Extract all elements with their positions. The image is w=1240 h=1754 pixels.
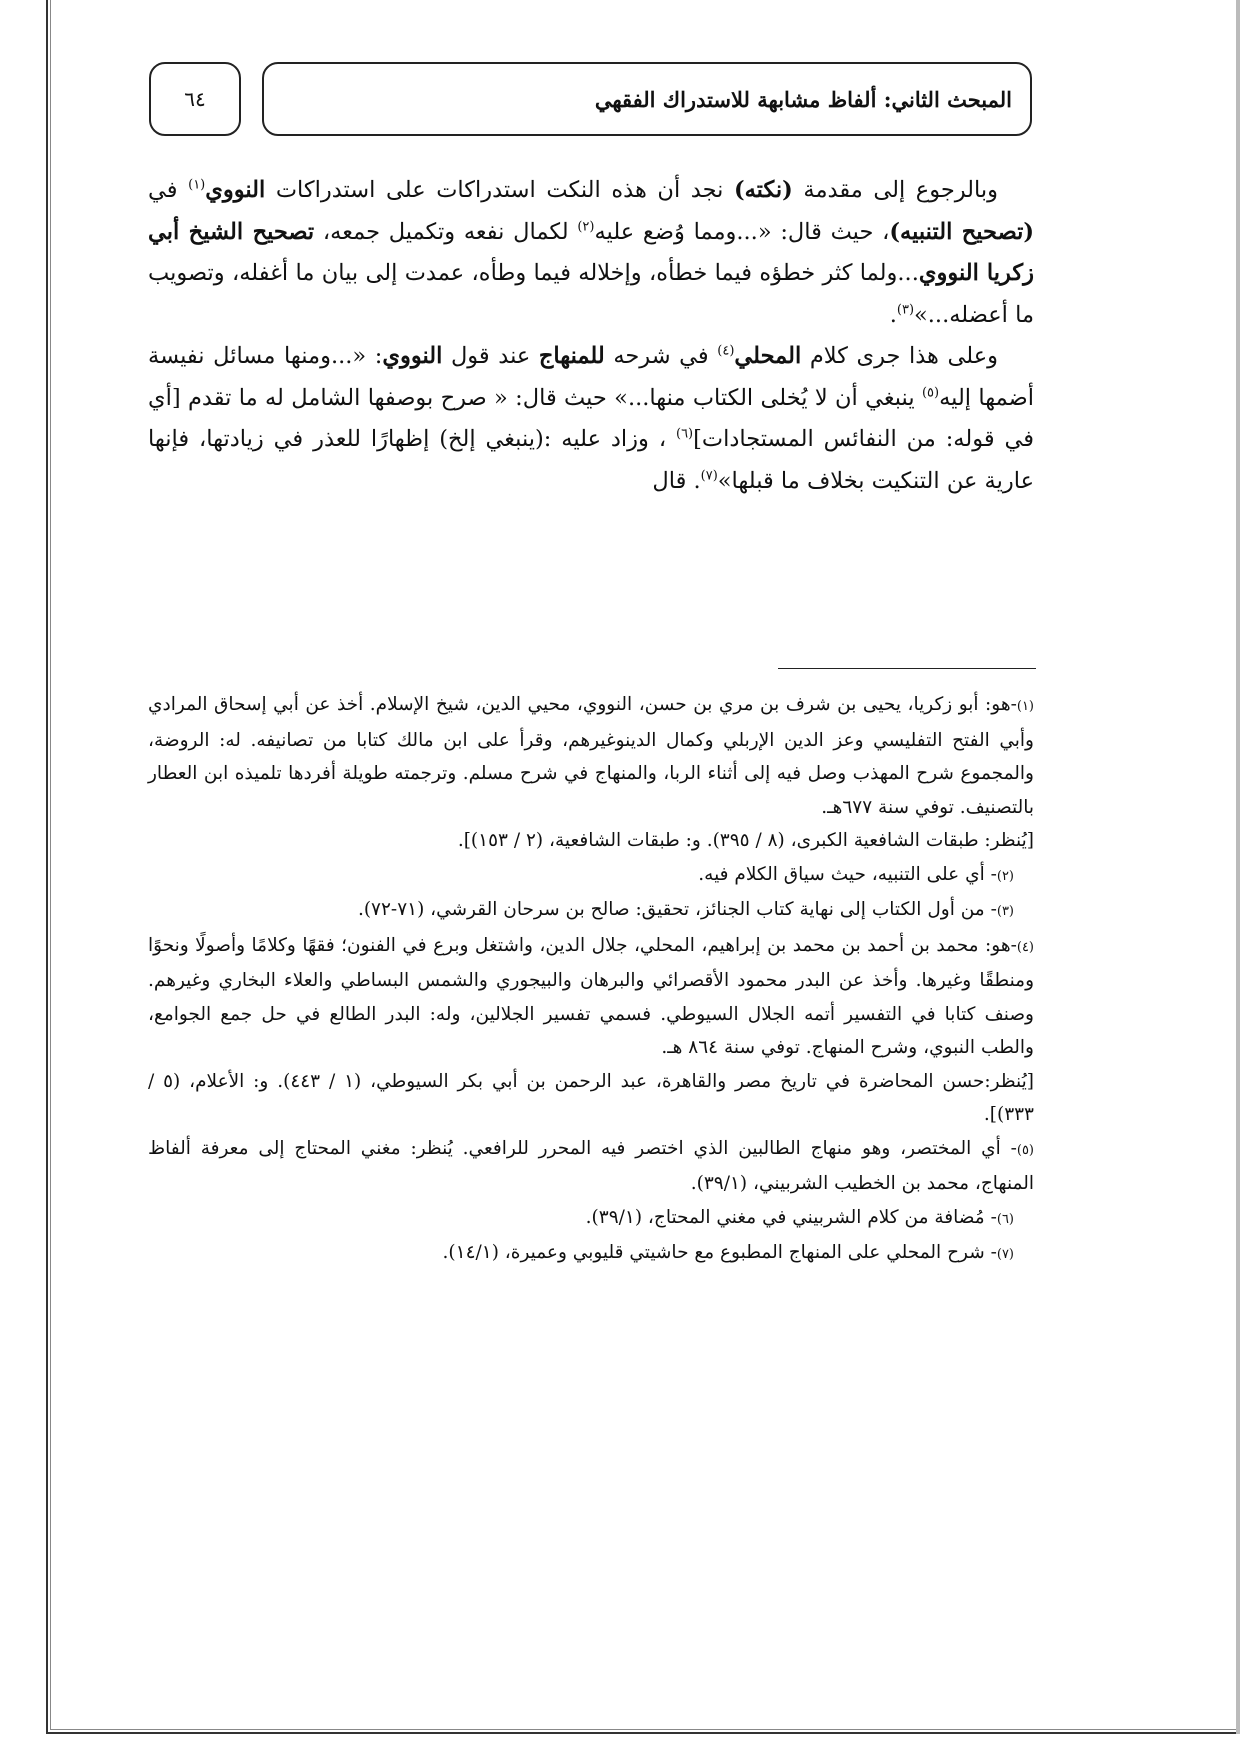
footnote-separator [778, 668, 1036, 669]
bold-term: تصحيح الشيخ أبي زكريا النووي [148, 218, 1034, 286]
footnote-1 [148, 688, 1034, 824]
text-run: ، حيث قال: «...ومما وُضع عليه [594, 218, 890, 245]
footnote-ref[interactable]: (٦) [675, 426, 694, 442]
footnote-mark: (٣) [996, 904, 1014, 919]
bold-term: (نكته) [733, 177, 793, 203]
footnote-ref[interactable]: (٢) [577, 219, 595, 234]
footnote-mark: (٤) [1016, 939, 1034, 955]
footnote-mark: (١) [1016, 699, 1034, 714]
footnote-ref[interactable]: (٧) [700, 468, 718, 483]
footnote-2 [148, 858, 1034, 894]
text-run: ...ولما كثر خطؤه فيما خطأه، وإخلاله فيما وطأه، عمدت إلى بيان ما أغفله، وتصويب ما أعضله...» [148, 260, 1034, 328]
text-run: في شرحه [604, 343, 718, 369]
page-number: ٦٤ [184, 87, 206, 111]
footnote-ref[interactable]: (١) [188, 177, 206, 193]
text-run: لكمال نفعه وتكميل جمعه، [314, 218, 578, 245]
footnote-text: - أي على التنبيه، حيث سياق الكلام فيه. [698, 863, 997, 885]
footnote-6 [148, 1201, 1034, 1237]
paragraph-2 [148, 336, 1034, 502]
text-run: عند قول [442, 343, 539, 369]
footnote-source: [يُنظر:حسن المحاضرة في تاريخ مصر والقاهرة، عبد الرحمن بن أبي بكر السيوطي، (١ / ٤٤٣). و: الأعلام، (٥ / ٣٣٣)]. [148, 1070, 1034, 1125]
section-title-box [262, 62, 1032, 136]
section-title: المبحث الثاني: ألفاظ مشابهة للاستدراك الفقهي [594, 86, 1012, 112]
footnote-1-source [148, 824, 1034, 858]
footnote-ref[interactable]: (٥) [921, 385, 940, 400]
page-edge-shadow [1236, 0, 1240, 1734]
bold-term: (تصحيح التنبيه) [889, 218, 1034, 245]
main-body-text [148, 170, 1034, 502]
footnote-text: - من أول الكتاب إلى نهاية كتاب الجنائز، تحقيق: صالح بن سرحان القرشي، (٧١-٧٢). [357, 899, 997, 920]
footnote-source: [يُنظر: طبقات الشافعية الكبرى، (٨ / ٣٩٥). و: طبقات الشافعية، (٢ / ١٥٣)]. [457, 830, 1034, 851]
bold-term: للمنهاج [538, 343, 605, 369]
page-number-box [149, 62, 241, 136]
footnote-ref[interactable]: (٣) [896, 302, 915, 317]
bold-term: المحلي [734, 343, 802, 369]
footnote-text: - شرح المحلي على المنهاج المطبوع مع حاشيتي قليوبي وعميرة، (١٤/١). [442, 1242, 997, 1263]
text-run: ينبغي أن لا يُخلى الكتاب منها...» حيث قال: « صرح بوصفها الشامل له ما تقدم [أي في قوله: من النفائس المستجادات] [148, 384, 1034, 452]
text-run: : «...ومنها مسائل نفيسة أضمها إليه [148, 343, 1034, 411]
footnote-ref[interactable]: (٤) [717, 343, 735, 359]
footnote-text: - مُضافة من كلام الشربيني في مغني المحتاج، (٣٩/١). [585, 1206, 997, 1228]
text-run: نجد أن هذه النكت استدراكات على استدراكات [265, 177, 734, 203]
text-run: في [148, 177, 189, 203]
footnotes [148, 688, 1034, 1272]
footnote-mark: (٥) [1016, 1142, 1034, 1158]
footnote-4 [148, 929, 1034, 1065]
text-run: ، وزاد عليه :(ينبغي إلخ) إظهارًا للعذر في زيادتها، فإنها عارية عن التنكيت بخلاف ما قبلها» [148, 426, 1034, 494]
footnote-mark: (٦) [996, 1211, 1014, 1227]
text-run: وعلى هذا جرى كلام [801, 343, 999, 369]
text-run: وبالرجوع إلى مقدمة [792, 177, 999, 203]
bold-term: النووي [205, 177, 266, 203]
text-run: . [889, 301, 897, 328]
paragraph-1 [148, 170, 1034, 336]
footnote-text: -هو: محمد بن أحمد بن محمد بن إبراهيم، المحلي، جلال الدين، واشتغل وبرع في الفنون؛ فقهًا وكلامًا وأصولًا ونحوًا ومنطقًا وغيرها. وأخذ عن البدر محمود الأقصرائي والبرهان والبيجوري والشمس البساطي والعلاء البخاري وغيرهم. وصنف كتابا في التفسير أتمه الجلال السيوطي. فسمي تفسير الجلالين، وله: البدر الطالع في حل جمع الجوامع، والطب النبوي، وشرح المنهاج. توفي سنة ٨٦٤ هـ. [148, 934, 1034, 1058]
footnote-7 [148, 1236, 1034, 1272]
footnote-text: - أي المختصر، وهو منهاج الطالبين الذي اختصر فيه المحرر للرافعي. يُنظر: مغني المحتاج إلى معرفة ألفاظ المنهاج، محمد بن الخطيب الشربيني، (٣٩/١). [148, 1137, 1034, 1194]
footnote-mark: (٢) [996, 868, 1014, 884]
text-run: . قال [652, 467, 701, 494]
footnote-mark: (٧) [996, 1247, 1014, 1262]
bold-term: النووي [382, 343, 443, 369]
footnote-text: -هو: أبو زكريا، يحيى بن شرف بن مري بن حسن، النووي، محيي الدين، شيخ الإسلام. أخذ عن أبي إسحاق المرادي وأبي الفتح التفليسي وعز الدين الإربلي وكمال الدينوغيرهم، وقرأ على ابن مالك كتابا من تصانيفه. له: الروضة، والمجموع شرح المهذب وصل فيه إلى أثناء الربا، والمنهاج في شرح مسلم. وترجمته طويلة أفردها تلميذه ابن العطار بالتصنيف. توفي سنة ٦٧٧هـ. [148, 694, 1034, 818]
footnote-4-source [148, 1065, 1034, 1132]
footnote-5 [148, 1132, 1034, 1201]
footnote-3 [148, 893, 1034, 929]
